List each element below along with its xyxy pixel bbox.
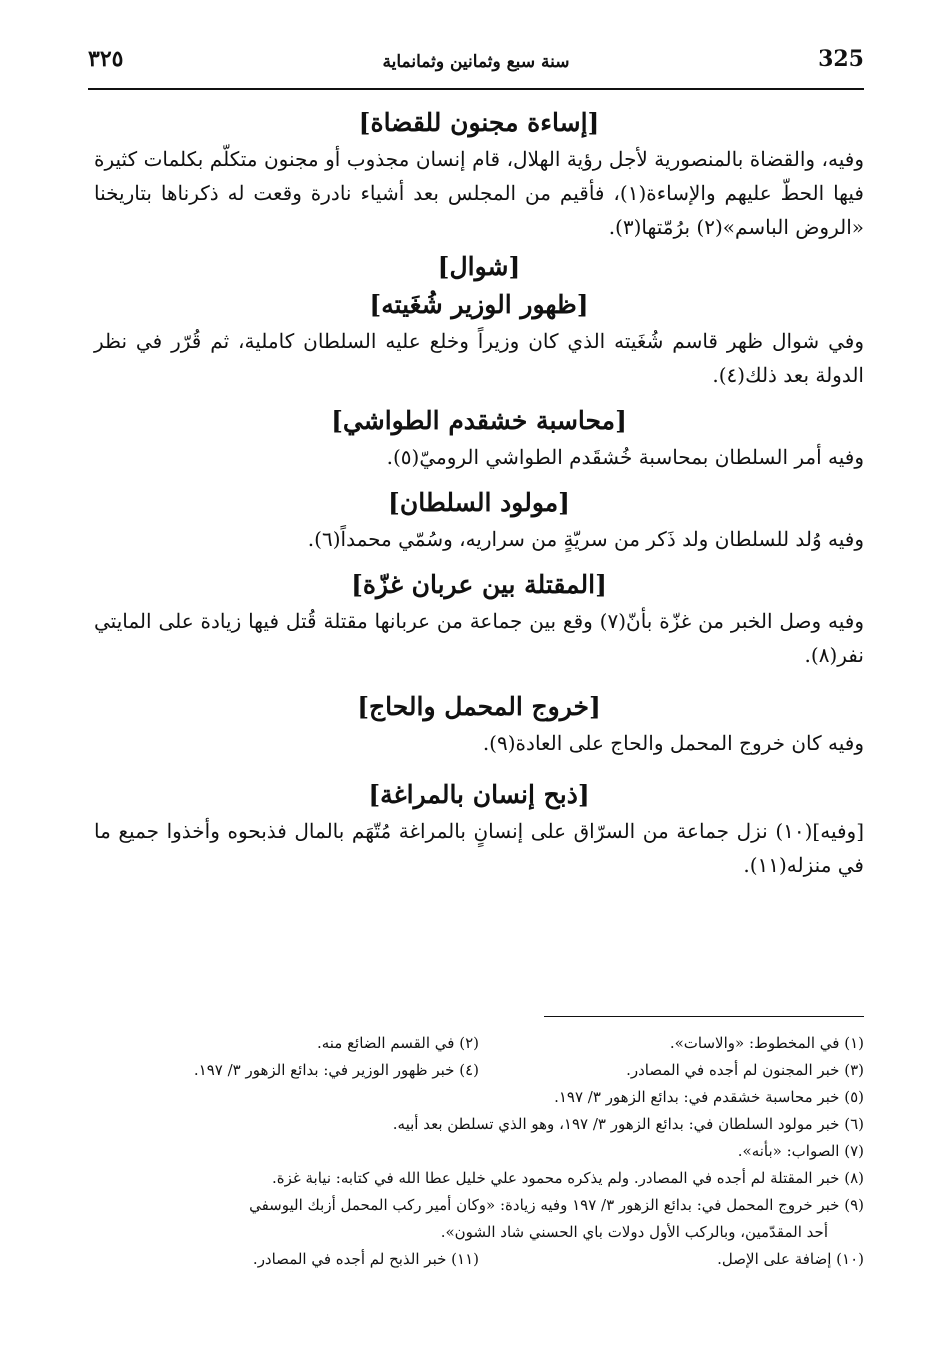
section-heading: [مولود السلطان] xyxy=(388,488,570,517)
section-heading: [ذبح إنسان بالمراغة] xyxy=(368,780,590,809)
footnote: (١١) خبر الذبح لم أجده في المصادر. xyxy=(252,1250,479,1268)
section-heading: [ظهور الوزير شُغَيته] xyxy=(369,290,589,319)
section-heading: [خروج المحمل والحاج] xyxy=(357,692,601,721)
section-paragraph: وفي شوال ظهر قاسم شُغَيته الذي كان وزيراً وخلع عليه السلطان كاملية، ثم قُرّر في نظر الدولة بعد ذلك(٤). xyxy=(94,329,864,387)
footnote: (١٠) إضافة على الإصل. xyxy=(717,1250,864,1268)
page-number-latin: 325 xyxy=(818,46,864,72)
footnote-continuation: أحد المقدّمين، وبالركب الأول دولات باي الحسني شاد الشون». xyxy=(440,1223,828,1241)
section-paragraph: وفيه وصل الخبر من غزّة بأنّ(٧) وقع بين جماعة من عربانها مقتلة قُتل فيها زيادة على المايتي نفر(٨). xyxy=(94,609,864,667)
section-paragraph: وفيه أمر السلطان بمحاسبة خُشقَدم الطواشي الروميّ(٥). xyxy=(386,445,864,469)
footnote: (٢) في القسم الضائع منه. xyxy=(316,1034,479,1052)
footnote: (٥) خبر محاسبة خشقدم في: بدائع الزهور ٣/ ١٩٧. xyxy=(554,1088,864,1106)
section-heading: [المقتلة بين عربان غزّة] xyxy=(351,570,607,599)
footnote-divider xyxy=(544,1016,864,1017)
footnote: (٦) خبر مولود السلطان في: بدائع الزهور ٣/ ١٩٧، وهو الذي تسلطن بعد أبيه. xyxy=(392,1115,864,1133)
section-paragraph: وفيه، والقضاة بالمنصورية لأجل رؤية الهلال، قام إنسان مجذوب أو مجنون متكلّم بكلمات كثيرة فيها الحطّ عليهم والإساءة(١)، فأقيم من المجلس بعد أشياء نادرة وقعت له ذكرناها بتاريخنا «الروض الباسم»(٢) برُمّتها(٣). xyxy=(94,147,864,239)
section-paragraph: وفيه كان خروج المحمل والحاج على العادة(٩). xyxy=(482,731,864,755)
month-heading: [شوال] xyxy=(437,252,521,281)
running-title: سنة سبع وثمانين وثمانماية xyxy=(382,52,570,72)
footnote: (٧) الصواب: «بأنه». xyxy=(737,1142,864,1160)
section-paragraph: [وفيه](١٠) نزل جماعة من السرّاق على إنسانٍ بالمراغة مُتّهَم بالمال فذبحوه وأخذوا جميع ما في منزله(١١). xyxy=(94,819,865,877)
page-number-arabic: ٣٢٥ xyxy=(88,46,124,72)
section-heading: [إساءة مجنون للقضاة] xyxy=(358,108,600,137)
footnote: (٨) خبر المقتلة لم أجده في المصادر. ولم يذكره محمود علي خليل عطا الله في كتابه: نيابة غزة. xyxy=(272,1169,864,1187)
footnote: (٣) خبر المجنون لم أجده في المصادر. xyxy=(626,1061,864,1079)
main-text xyxy=(94,104,864,886)
section-paragraph: وفيه وُلد للسلطان ولد ذَكر من سريّةٍ من سراريه، وسُمّي محمداً(٦). xyxy=(307,527,864,551)
footnote: (٤) خبر ظهور الوزير في: بدائع الزهور ٣/ ١٩٧. xyxy=(193,1061,479,1079)
footnotes xyxy=(94,1030,864,1273)
page-header xyxy=(88,40,864,90)
footnote: (١) في المخطوط: «والاسات». xyxy=(669,1034,864,1052)
section-heading: [محاسبة خشقدم الطواشي] xyxy=(331,406,627,435)
footnote: (٩) خبر خروج المحمل في: بدائع الزهور ٣/ ١٩٧ وفيه زيادة: «وكان أمير ركب المحمل أزبك اليوسفي xyxy=(249,1196,864,1214)
